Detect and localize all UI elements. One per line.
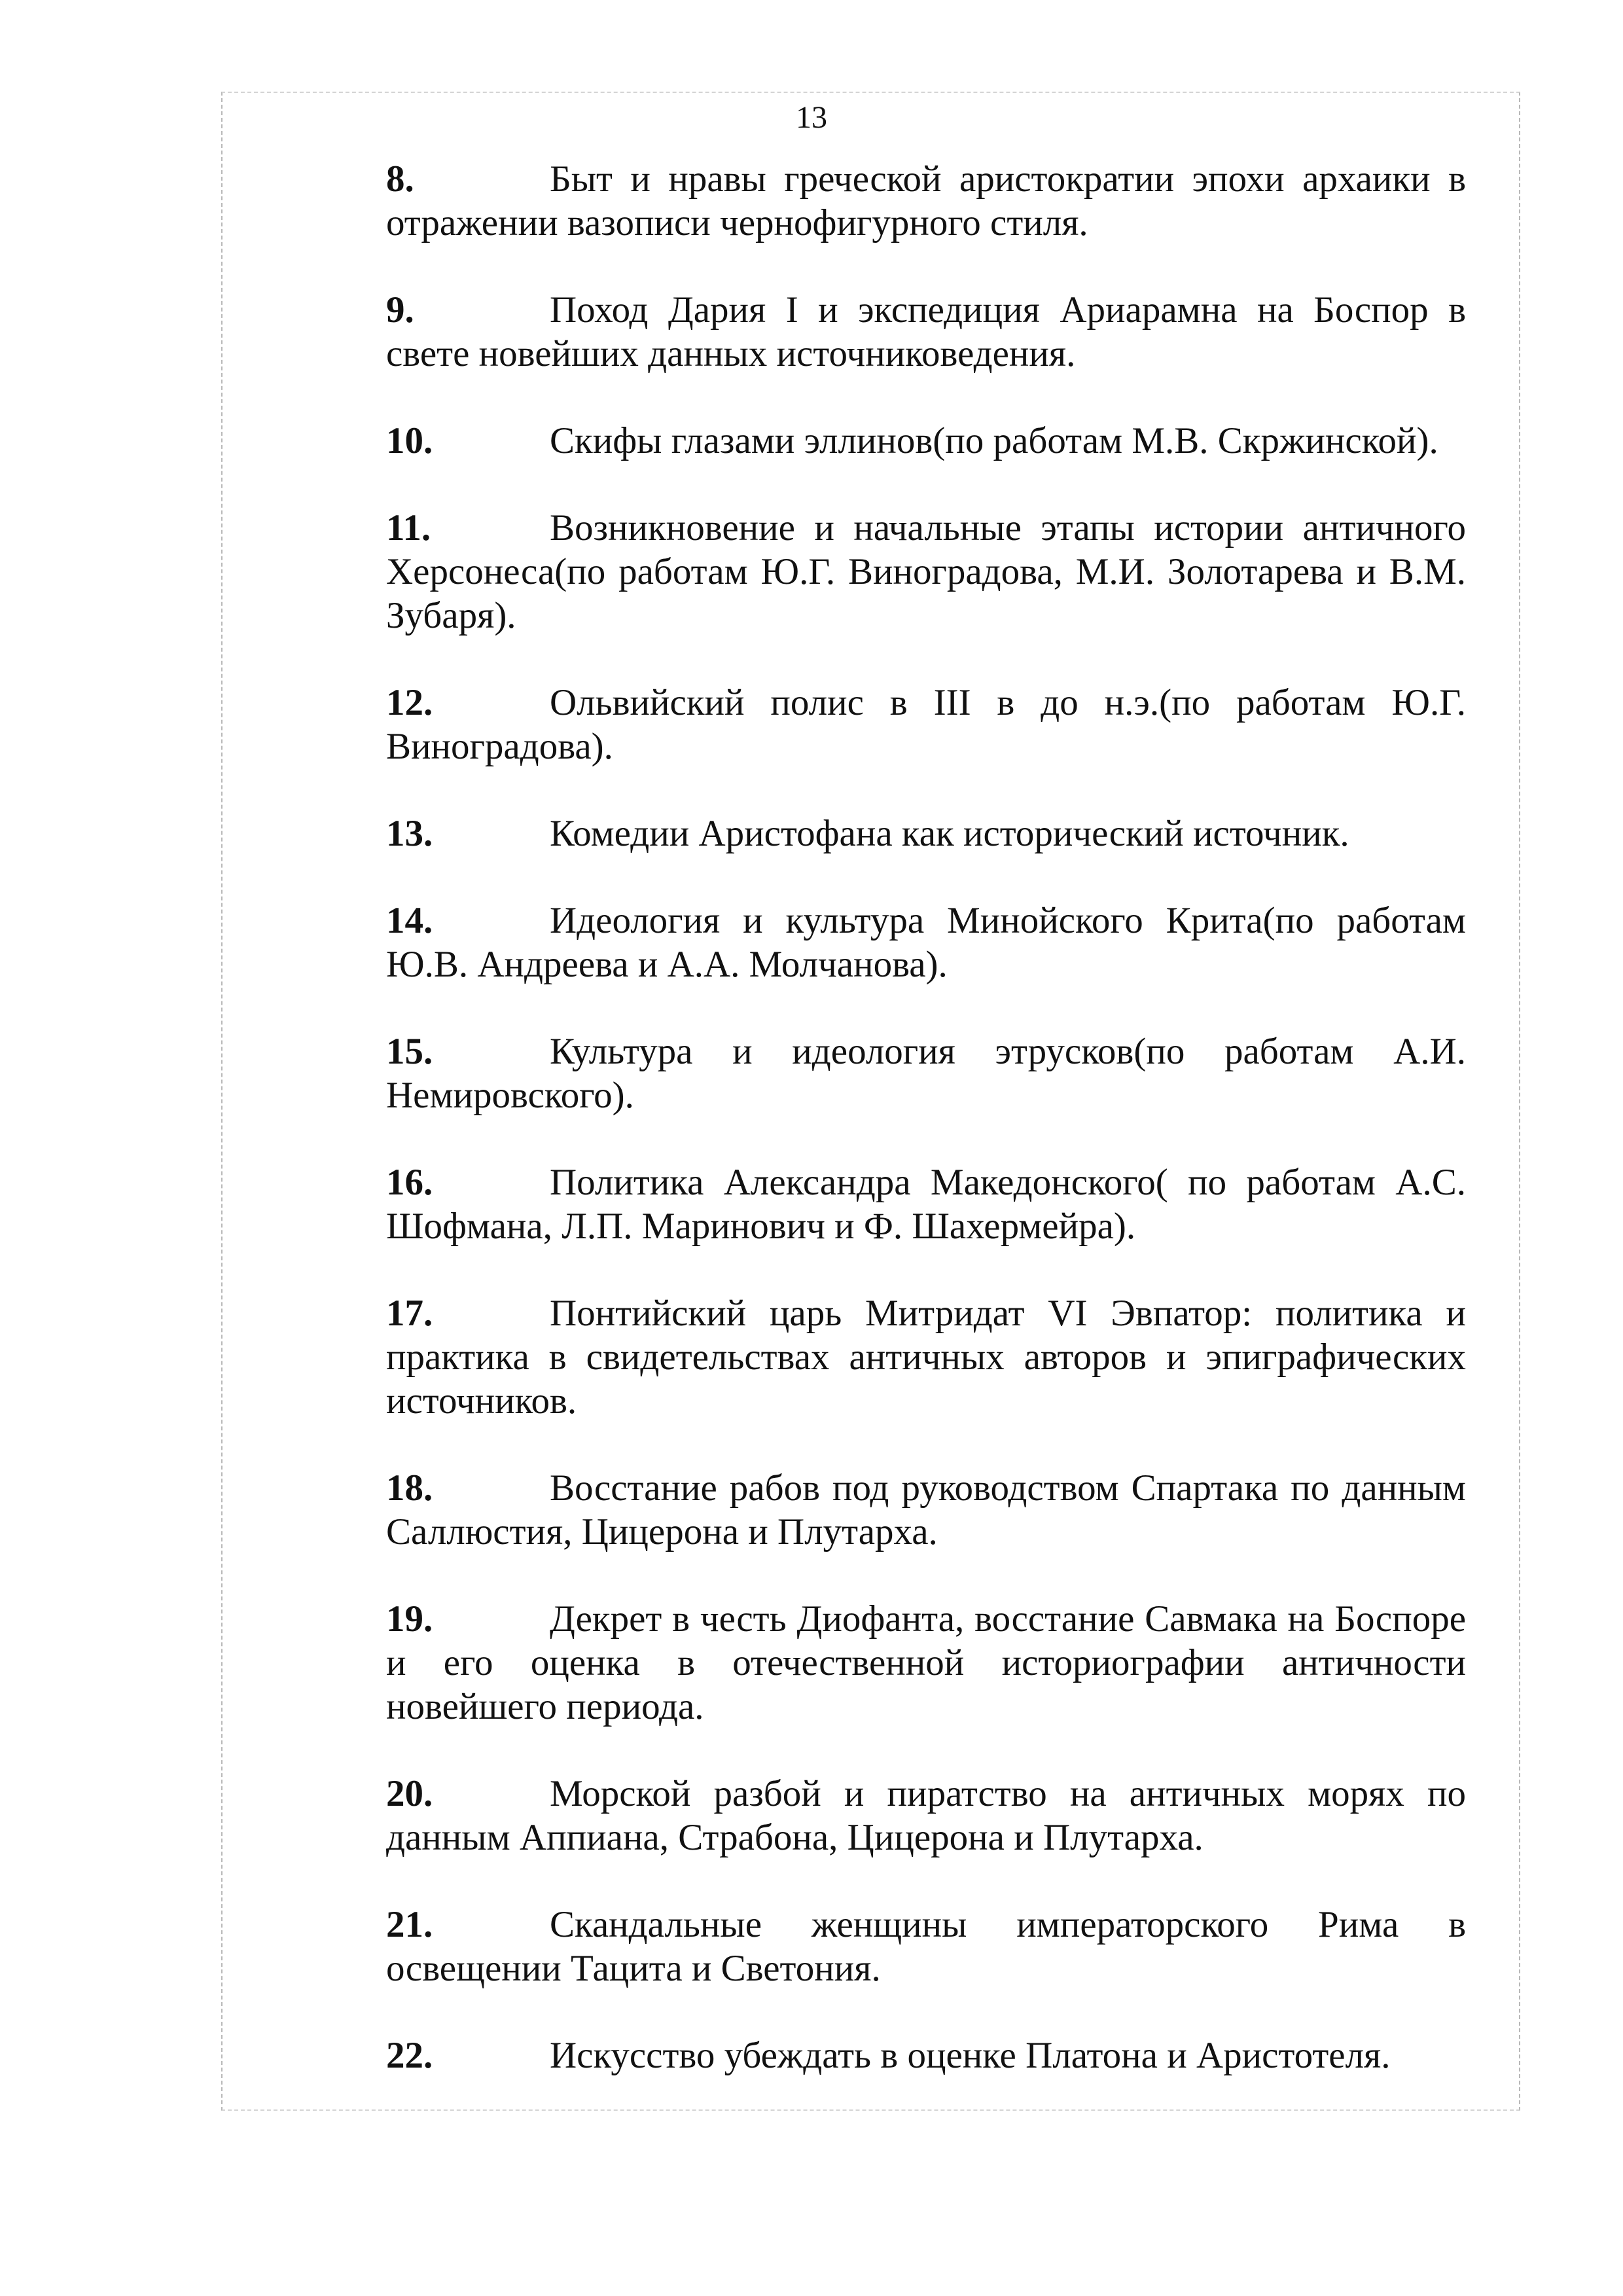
topic-text: Возникновение и начальные этапы истории античного Херсонеса(по работам Ю.Г. Виноградова, М.И. Золотарева и В.М. Зубаря). bbox=[386, 507, 1466, 636]
topic-text: Скифы глазами эллинов(по работам М.В. Скржинской). bbox=[550, 420, 1438, 461]
topic-item bbox=[386, 1030, 1466, 1117]
topic-number: 9. bbox=[386, 289, 414, 331]
topic-item bbox=[386, 812, 1466, 855]
topic-item bbox=[386, 288, 1466, 376]
topic-number: 10. bbox=[386, 420, 433, 461]
topic-text: Идеология и культура Минойского Крита(по работам Ю.В. Андреева и А.А. Молчанова). bbox=[386, 900, 1466, 985]
topic-item bbox=[386, 681, 1466, 768]
topic-number: 8. bbox=[386, 158, 414, 200]
topic-text: Декрет в честь Диофанта, восстание Савмака на Боспоре и его оценка в отечественной историографии античности новейшего периода. bbox=[386, 1598, 1466, 1727]
topic-text: Политика Александра Македонского( по работам А.С. Шофмана, Л.П. Маринович и Ф. Шахермейра). bbox=[386, 1162, 1466, 1247]
topic-text: Скандальные женщины императорского Рима в освещении Тацита и Светония. bbox=[386, 1904, 1466, 1989]
topic-item bbox=[386, 1160, 1466, 1248]
topic-number: 22. bbox=[386, 2035, 433, 2076]
topic-item bbox=[386, 1597, 1466, 1729]
topic-text: Ольвийский полис в III в до н.э.(по работам Ю.Г. Виноградова). bbox=[386, 682, 1466, 767]
topic-text: Культура и идеология этрусков(по работам А.И. Немировского). bbox=[386, 1031, 1466, 1116]
topic-item bbox=[386, 506, 1466, 637]
topic-text: Искусство убеждать в оценке Платона и Аристотеля. bbox=[550, 2035, 1391, 2076]
page-number: 13 bbox=[796, 100, 827, 135]
topic-item bbox=[386, 1466, 1466, 1554]
topic-number: 15. bbox=[386, 1031, 433, 1072]
topic-text: Быт и нравы греческой аристократии эпохи архаики в отражении вазописи чернофигурного стиля. bbox=[386, 158, 1466, 243]
topic-text: Морской разбой и пиратство на античных морях по данным Аппиана, Страбона, Цицерона и Плутарха. bbox=[386, 1773, 1466, 1858]
topic-text: Восстание рабов под руководством Спартака по данным Саллюстия, Цицерона и Плутарха. bbox=[386, 1467, 1466, 1552]
topic-item bbox=[386, 899, 1466, 986]
topic-item bbox=[386, 1903, 1466, 1990]
topic-number: 21. bbox=[386, 1904, 433, 1945]
topic-item bbox=[386, 1291, 1466, 1423]
topic-number: 19. bbox=[386, 1598, 433, 1640]
topic-number: 16. bbox=[386, 1162, 433, 1203]
topic-text: Поход Дария I и экспедиция Ариарамна на Боспор в свете новейших данных источниковедения. bbox=[386, 289, 1466, 374]
topic-text: Понтийский царь Митридат VI Эвпатор: политика и практика в свидетельствах античных авторов и эпиграфических источников. bbox=[386, 1293, 1466, 1422]
topic-number: 11. bbox=[386, 507, 431, 548]
topic-number: 14. bbox=[386, 900, 433, 941]
topic-item bbox=[386, 157, 1466, 245]
topic-item bbox=[386, 419, 1466, 463]
topic-number: 18. bbox=[386, 1467, 433, 1509]
topic-item bbox=[386, 1772, 1466, 1859]
topic-number: 20. bbox=[386, 1773, 433, 1814]
topic-number: 12. bbox=[386, 682, 433, 723]
topic-text: Комедии Аристофана как исторический источник. bbox=[550, 813, 1349, 854]
topic-number: 17. bbox=[386, 1293, 433, 1334]
topic-item bbox=[386, 2034, 1466, 2077]
topic-number: 13. bbox=[386, 813, 433, 854]
topic-list bbox=[386, 157, 1466, 2121]
